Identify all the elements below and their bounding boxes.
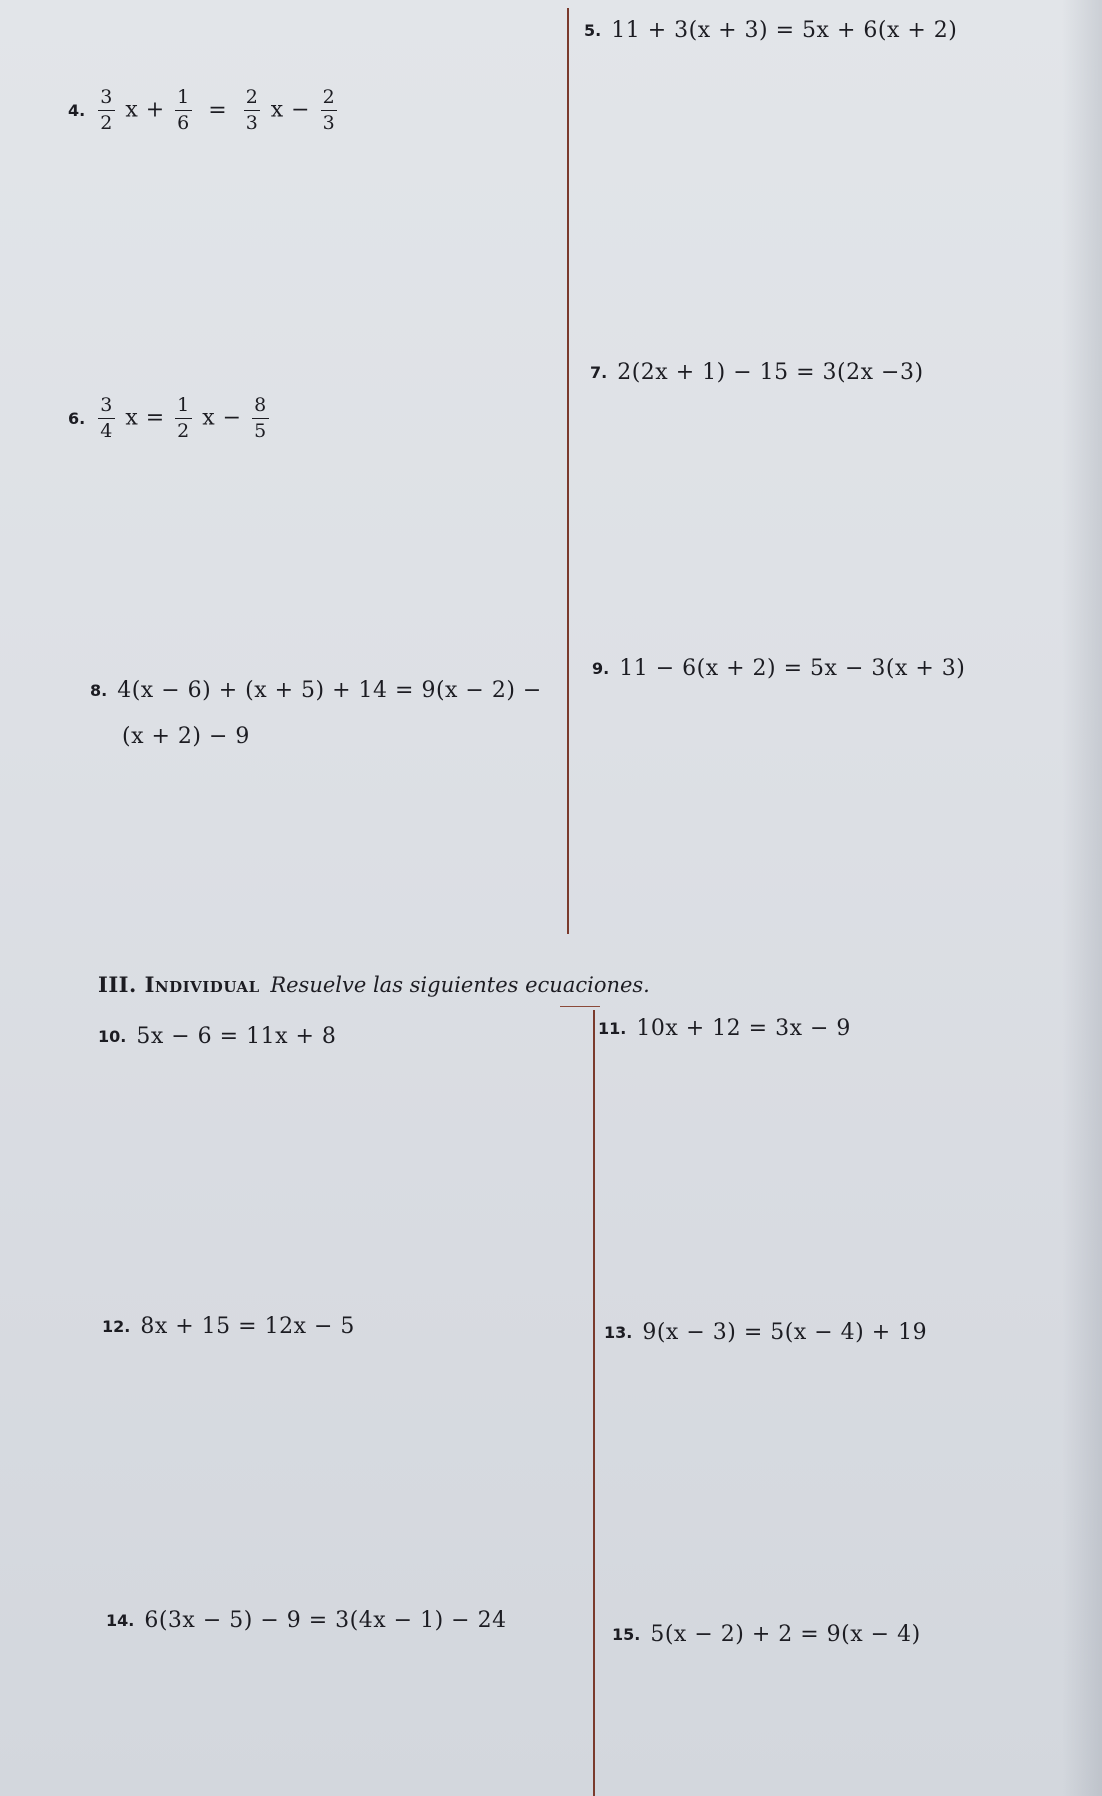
problem-11 [598, 1016, 851, 1041]
fraction: $\frac{8}{5}$ [254, 394, 267, 442]
section-instruction: Resuelve las siguientes ecuaciones. [270, 973, 650, 997]
problem-number: 5. [584, 21, 602, 40]
problem-number: 7. [590, 363, 608, 382]
equation: 11 − 6(x + 2) = 5x − 3(x + 3) [619, 656, 966, 681]
equation [95, 88, 340, 133]
column-divider-bottom [593, 1010, 595, 1796]
fraction: $\frac{3}{4}$ [100, 394, 113, 442]
fraction: $\frac{3}{2}$ [100, 86, 113, 134]
equation: 11 + 3(x + 3) = 5x + 6(x + 2) [611, 18, 958, 43]
problem-8-continuation: (x + 2) − 9 [122, 724, 250, 749]
page-edge-shadow [1062, 0, 1102, 1796]
problem-number: 10. [98, 1027, 127, 1046]
problem-15 [612, 1622, 921, 1647]
equals-sign: = [208, 97, 228, 123]
problem-6 [68, 396, 272, 441]
equation: 5x − 6 = 11x + 8 [136, 1024, 337, 1049]
equation: 6(3x − 5) − 9 = 3(4x − 1) − 24 [144, 1608, 507, 1633]
fraction: $\frac{2}{3}$ [322, 86, 336, 134]
column-divider-top [567, 8, 569, 934]
problem-number: 8. [90, 681, 108, 700]
term: x − [202, 405, 242, 431]
problem-number: 11. [598, 1019, 627, 1038]
section-label: III. Individual [98, 972, 260, 997]
problem-5 [584, 18, 957, 43]
problem-number: 9. [592, 659, 610, 678]
problem-number: 15. [612, 1625, 641, 1644]
fraction: $\frac{1}{6}$ [177, 86, 190, 134]
section-title [98, 972, 650, 997]
fraction: $\frac{1}{2}$ [177, 394, 190, 442]
equation: 9(x − 3) = 5(x − 4) + 19 [642, 1320, 928, 1345]
problem-13 [604, 1320, 927, 1345]
problem-9 [592, 656, 965, 681]
problem-number: 12. [102, 1317, 131, 1336]
equation: 10x + 12 = 3x − 9 [636, 1016, 851, 1041]
problem-number: 4. [68, 101, 86, 120]
section-rule [560, 1006, 600, 1007]
problem-number: 6. [68, 409, 86, 428]
term: x + [125, 97, 165, 123]
equation [95, 396, 271, 441]
equation: 8x + 15 = 12x − 5 [140, 1314, 355, 1339]
problem-8 [90, 678, 542, 703]
problem-4 [68, 88, 340, 133]
equation-line-1: 4(x − 6) + (x + 5) + 14 = 9(x − 2) − [117, 678, 542, 703]
equation: 5(x − 2) + 2 = 9(x − 4) [650, 1622, 921, 1647]
term: x − [270, 97, 311, 123]
fraction: $\frac{2}{3}$ [245, 86, 259, 134]
problem-10 [98, 1024, 336, 1049]
problem-7 [590, 360, 924, 385]
problem-14 [106, 1608, 507, 1633]
term: x = [125, 405, 165, 431]
problem-12 [102, 1314, 355, 1339]
equation: 2(2x + 1) − 15 = 3(2x −3) [617, 360, 924, 385]
problem-number: 13. [604, 1323, 633, 1342]
problem-number: 14. [106, 1611, 135, 1630]
